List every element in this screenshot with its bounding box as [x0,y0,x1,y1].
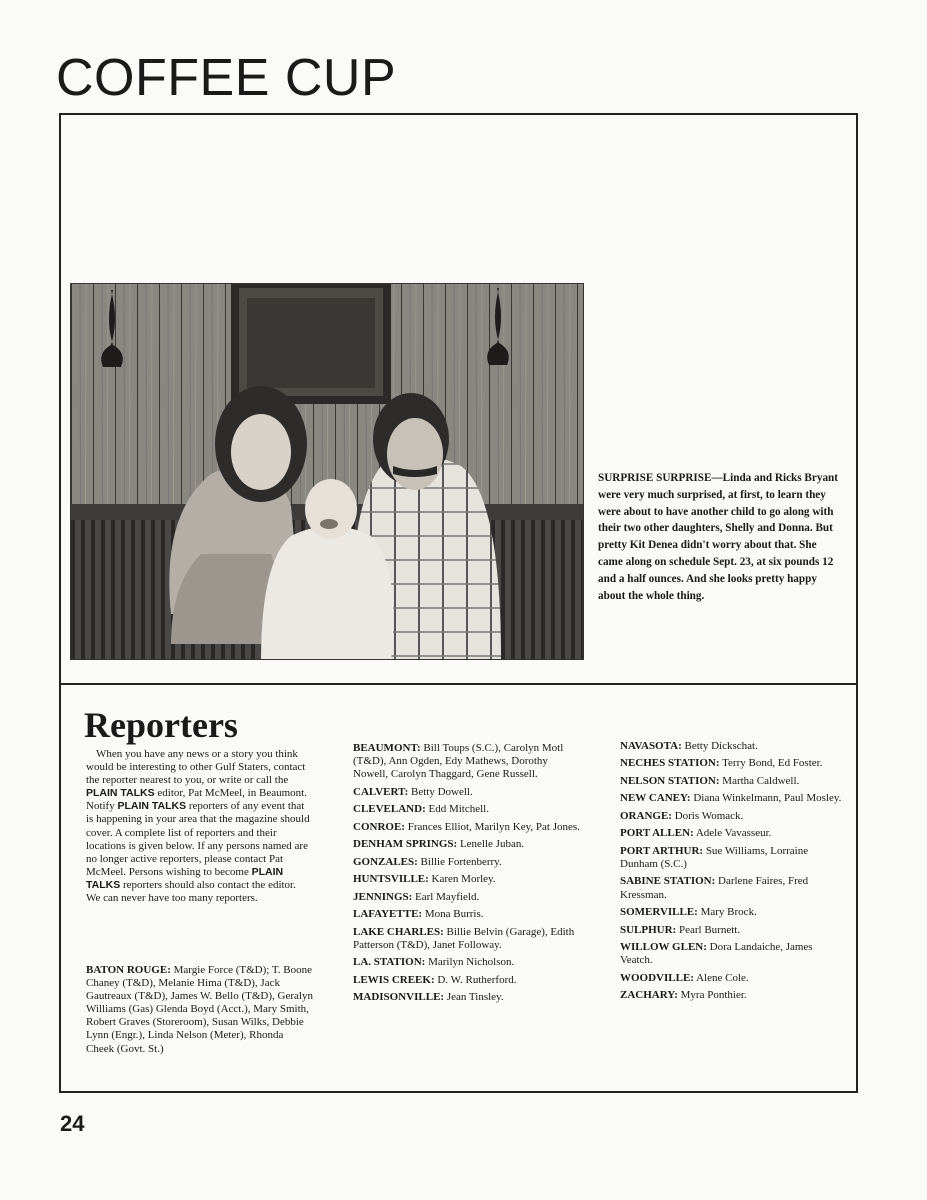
reporter-entry: ZACHARY: Myra Ponthier. [620,989,747,1002]
photo-caption [598,470,838,604]
caption-lead: SURPRISE SURPRISE [598,472,712,484]
reporter-entry: LA. STATION: Marilyn Nicholson. [353,956,515,969]
reporter-entry: NECHES STATION: Terry Bond, Ed Foster. [620,757,823,770]
family-photo [70,283,584,660]
page-number: 24 [60,1111,85,1136]
reporter-entry: NELSON STATION: Martha Caldwell. [620,774,800,787]
reporter-entry: CALVERT: Betty Dowell. [353,785,473,798]
reporter-column-3 [620,740,842,1007]
reporter-entry: LAKE CHARLES: Billie Belvin (Garage), Edith Patterson (T&D), Janet Followay. [353,925,575,951]
reporter-column-1 [86,964,314,1056]
reporter-entry: HUNTSVILLE: Karen Morley. [353,873,496,886]
reporter-entry: SOMERVILLE: Mary Brock. [620,906,757,919]
reporter-entry: DENHAM SPRINGS: Lenelle Juban. [353,838,525,851]
reporter-entry: LAFAYETTE: Mona Burris. [353,908,484,921]
reporters-intro: When you have any news or a story you think would be interesting to other Gulf Staters, contact the reporter nearest to you, or write or call the PLAIN TALKS editor, Pat McMeel, in Beaumont. Notify PLAIN TALKS reporters of any event that is happening in your area that the magazine should cover. A complete list of reporters and their locations is given below. If any persons named are no longer active reporters, please contact Pat McMeel. Persons wishing to become PLAIN TALKS reporters should also contact the editor. We can never have too many reporters. [86,748,310,905]
reporter-entry: PORT ALLEN: Adele Vavasseur. [620,827,772,840]
page-title: COFFEE CUP [56,49,397,107]
reporter-entry: NEW CANEY: Diana Winkelmann, Paul Mosley. [620,792,842,805]
reporter-entry: WILLOW GLEN: Dora Landaiche, James Veatch. [620,941,813,967]
reporters-heading: Reporters [84,705,238,745]
reporter-entry: SULPHUR: Pearl Burnett. [620,923,741,936]
reporter-entry: PORT ARTHUR: Sue Williams, Lorraine Dunham (S.C.) [620,844,809,870]
caption-body: —Linda and Ricks Bryant were very much surprised, at first, to learn they were about to have another child to go along with their two other daughters, Shelly and Donna. But pretty Kit Denea didn't worry about that. She came along on schedule Sept. 23, at six pounds 12 and a half ounces. And she looks pretty happy about the whole thing. [598,472,838,602]
reporter-entry: BATON ROUGE: Margie Force (T&D); T. Boone Chaney (T&D), Melanie Hima (T&D), Jack Gautreaux (T&D), James W. Bello (T&D), Geralyn Williams (Gas) Glenda Boyd (Acct.), Mary Smith, Robert Graves (Storeroom), Susan Wilks, Debbie Lynn (Engr.), Linda Nelson (Meter), Rhonda Cheek (Govt. St.) [86,964,313,1055]
reporter-entry: ORANGE: Doris Womack. [620,809,744,822]
reporter-entry: GONZALES: Billie Fortenberry. [353,855,502,868]
section-divider [59,683,858,685]
reporter-entry: WOODVILLE: Alene Cole. [620,971,749,984]
reporter-entry: CONROE: Frances Elliot, Marilyn Key, Pat Jones. [353,820,580,833]
reporter-entry: NAVASOTA: Betty Dickschat. [620,740,758,752]
reporter-entry: JENNINGS: Earl Mayfield. [353,890,480,903]
reporter-entry: BEAUMONT: Bill Toups (S.C.), Carolyn Motl (T&D), Ann Ogden, Edy Mathews, Dorothy Nowell, Carolyn Thaggard, Gene Russell. [353,742,564,781]
reporter-entry: CLEVELAND: Edd Mitchell. [353,803,489,816]
reporter-entry: LEWIS CREEK: D. W. Rutherford. [353,973,517,986]
reporter-entry: SABINE STATION: Darlene Faires, Fred Kressman. [620,875,809,901]
reporter-entry: MADISONVILLE: Jean Tinsley. [353,991,504,1004]
reporter-column-2 [353,742,581,1009]
